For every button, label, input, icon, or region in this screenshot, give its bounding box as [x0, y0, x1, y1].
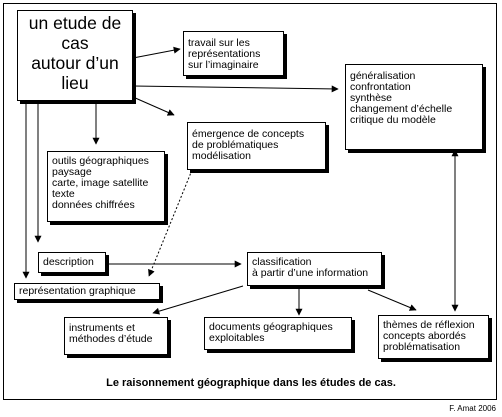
node-documents-geographiques — [204, 317, 352, 350]
arrow-classification-to-themes — [368, 290, 416, 310]
node-line: changement d’échelle — [350, 103, 453, 115]
node-classification — [247, 252, 382, 286]
node-themes-reflexion — [378, 315, 489, 359]
diagram-caption: Le raisonnement géographique dans les études de cas. — [106, 377, 396, 389]
node-generalisation — [345, 64, 483, 150]
node-line: paysage — [52, 166, 92, 178]
node-line: généralisation — [350, 70, 416, 82]
node-line: synthèse — [350, 92, 393, 104]
node-line: texte — [52, 188, 75, 200]
node-line: confrontation — [350, 81, 411, 93]
node-emergence-concepts — [187, 122, 326, 170]
node-line: critique du modèle — [350, 114, 436, 126]
node-description — [38, 252, 106, 273]
node-line: carte, image satellite — [52, 177, 149, 189]
node-line: émergence de concepts — [192, 128, 305, 140]
node-line: sur l’imaginaire — [188, 59, 259, 71]
node-outils-geographiques — [47, 151, 165, 222]
node-line: modélisation — [192, 150, 251, 162]
node-line: représentation graphique — [19, 285, 136, 297]
node-instruments-methodes — [64, 317, 168, 355]
node-line: exploitables — [209, 332, 265, 344]
node-line: de problématiques — [192, 139, 279, 151]
node-etude-de-cas — [17, 10, 133, 101]
node-line: documents géographiques — [209, 321, 333, 333]
node-line: description — [43, 256, 94, 268]
node-line: thèmes de réflexion — [383, 319, 475, 331]
node-line: classification — [252, 256, 312, 268]
arrow-classification-to-instruments — [153, 286, 243, 313]
node-line: lieu — [61, 73, 89, 93]
node-line: outils géographiques — [52, 155, 149, 167]
node-line: instruments et — [69, 322, 135, 334]
node-line: méthodes d’étude — [69, 333, 153, 345]
node-representation-graphique — [14, 283, 160, 300]
node-line: autour d’un — [31, 53, 119, 73]
node-line: concepts abordés — [383, 330, 466, 342]
node-line: données chiffrées — [52, 199, 135, 211]
arrow-main-to-generalisation — [133, 86, 338, 89]
arrow-main-to-emergence — [133, 97, 174, 115]
node-line: travail sur les — [188, 37, 250, 49]
author-credit: F. Amat 2006 — [449, 404, 496, 413]
node-line: cas — [61, 33, 89, 53]
node-line: un etude de — [28, 13, 122, 33]
node-line: représentations — [188, 48, 261, 60]
node-line: problématisation — [383, 341, 461, 353]
node-line: à partir d’une information — [252, 267, 369, 279]
node-travail-representations — [183, 31, 284, 76]
arrow-main-to-travail — [133, 49, 180, 58]
